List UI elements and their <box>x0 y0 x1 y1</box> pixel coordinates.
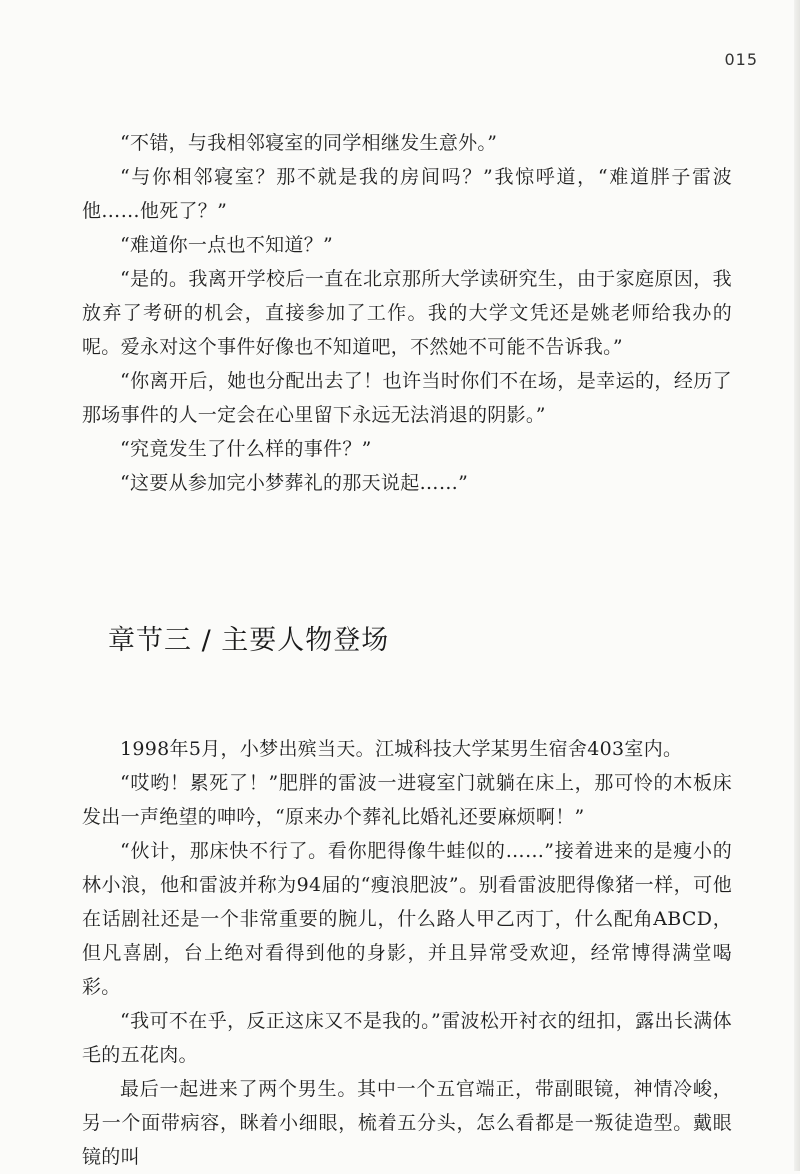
paragraph: “究竟发生了什么样的事件？” <box>120 438 372 460</box>
chapter-body <box>82 732 732 1174</box>
paragraph: “是的。我离开学校后一直在北京那所大学读研究生，由于家庭原因，我放弃了考研的机会，直接参加了工作。我的大学文凭还是姚老师给我办的呢。爱永对这个事件好像也不知道吧，不然她不可能不告诉我。” <box>82 268 732 358</box>
chapter-heading: 章节三 / 主要人物登场 <box>108 625 390 656</box>
page-number: 015 <box>724 50 758 69</box>
paragraph: “难道你一点也不知道？” <box>120 234 334 256</box>
paragraph: “哎哟！累死了！”肥胖的雷波一进寝室门就躺在床上，那可怜的木板床发出一声绝望的呻吟，“原来办个葬礼比婚礼还要麻烦啊！” <box>82 772 732 828</box>
paragraph: “伙计，那床快不行了。看你肥得像牛蛙似的……”接着进来的是瘦小的林小浪，他和雷波并称为94届的“瘦浪肥波”。别看雷波肥得像猪一样，可他在话剧社还是一个非常重要的腕儿，什么路人甲乙丙丁，什么配角ABCD，但凡喜剧，台上绝对看得到他的身影，并且异常受欢迎，经常博得满堂喝彩。 <box>82 840 732 998</box>
paragraph: 最后一起进来了两个男生。其中一个五官端正，带副眼镜，神情冷峻，另一个面带病容，眯着小细眼，梳着五分头，怎么看都是一叛徒造型。戴眼镜的叫 <box>82 1078 732 1168</box>
page-edge <box>794 0 800 1171</box>
dialogue-block <box>82 126 732 500</box>
paragraph: “不错，与我相邻寝室的同学相继发生意外。” <box>120 132 498 154</box>
paragraph: 1998年5月，小梦出殡当天。江城科技大学某男生宿舍403室内。 <box>120 738 683 760</box>
paragraph: “这要从参加完小梦葬礼的那天说起……” <box>120 472 469 494</box>
paragraph: “与你相邻寝室？那不就是我的房间吗？”我惊呼道，“难道胖子雷波他……他死了？” <box>82 166 732 222</box>
paragraph: “你离开后，她也分配出去了！也许当时你们不在场，是幸运的，经历了那场事件的人一定会在心里留下永远无法消退的阴影。” <box>82 370 732 426</box>
paragraph: “我可不在乎，反正这床又不是我的。”雷波松开衬衣的纽扣，露出长满体毛的五花肉。 <box>82 1010 732 1066</box>
